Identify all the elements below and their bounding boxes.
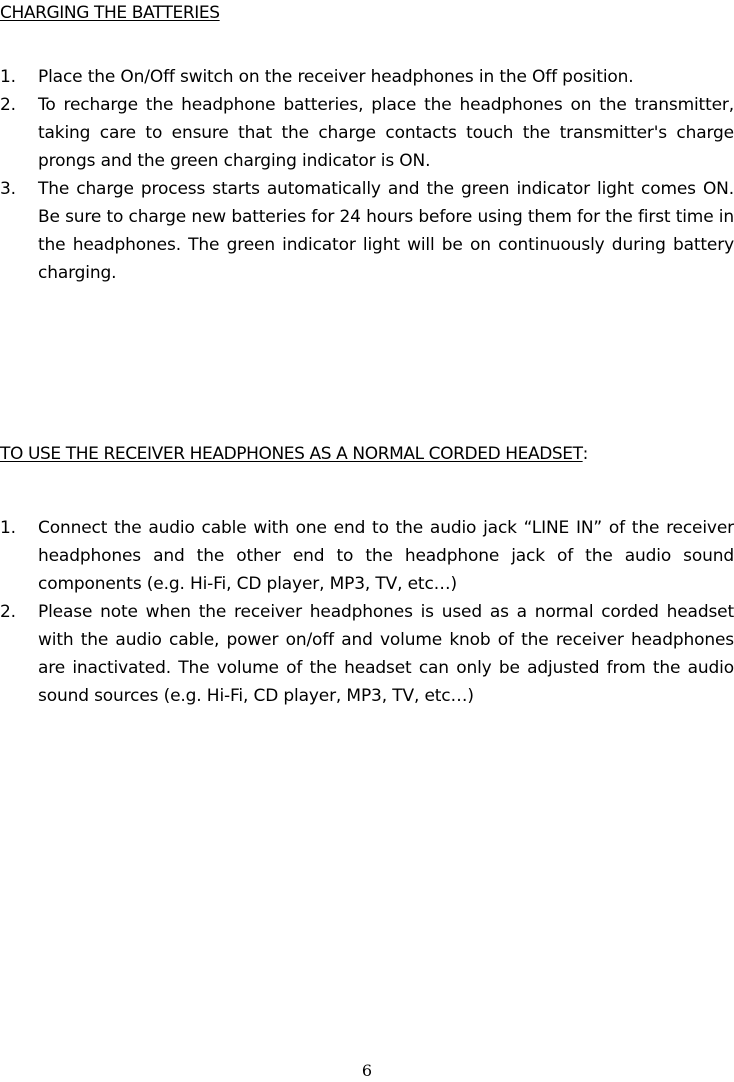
list-item-text: To recharge the headphone batteries, place the headphones on the transmitter, taking care to ensure that the charge contacts touch the transmitter's charge prongs and the green charging indicator is ON. <box>38 95 734 171</box>
list-item-number: 2. <box>0 95 16 115</box>
list-item <box>0 175 734 287</box>
corded-headset-steps-list <box>0 514 734 710</box>
section-heading-suffix: : <box>582 444 588 464</box>
list-item-text: Please note when the receiver headphones is used as a normal corded headset with the audio cable, power on/off and volume knob of the receiver headphones are inactivated. The volume of the headset can only be adjusted from the audio sound sources (e.g. Hi-Fi, CD player, MP3, TV, etc…) <box>38 602 734 706</box>
charging-steps-list <box>0 63 734 287</box>
list-item <box>0 598 734 710</box>
section-heading-corded-headset <box>0 444 588 464</box>
list-item-number: 2. <box>0 602 16 622</box>
list-item-number: 1. <box>0 518 16 538</box>
list-item-number: 1. <box>0 67 16 87</box>
section-heading-text: CHARGING THE BATTERIES <box>0 3 220 23</box>
list-item-text: The charge process starts automatically and the green indicator light comes ON. Be sure to charge new batteries for 24 hours before using them for the first time in the headphones. The green indicator light will be on continuously during battery charging. <box>38 179 734 283</box>
list-item <box>0 63 734 91</box>
section-heading-charging <box>0 3 220 23</box>
list-item-text: Place the On/Off switch on the receiver headphones in the Off position. <box>38 67 634 87</box>
list-item-number: 3. <box>0 179 16 199</box>
section-heading-text: TO USE THE RECEIVER HEADPHONES AS A NORMAL CORDED HEADSET <box>0 444 583 464</box>
list-item <box>0 91 734 175</box>
list-item-text: Connect the audio cable with one end to the audio jack “LINE IN” of the receiver headphones and the other end to the headphone jack of the audio sound components (e.g. Hi-Fi, CD player, MP3, TV, etc…) <box>38 518 734 594</box>
page-number: 6 <box>361 1061 373 1080</box>
list-item <box>0 514 734 598</box>
